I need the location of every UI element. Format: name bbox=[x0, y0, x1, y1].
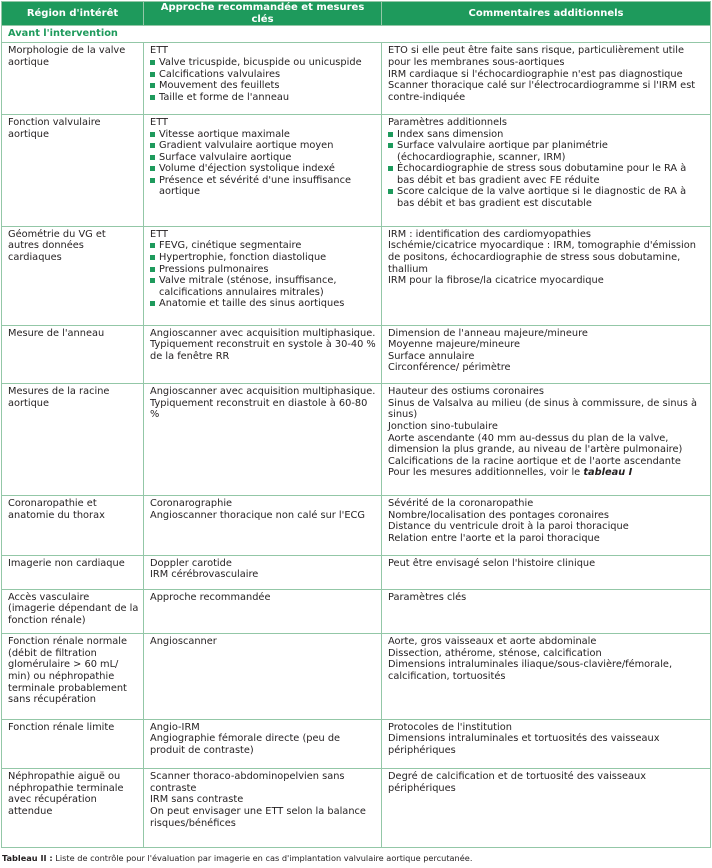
comments-cell bbox=[382, 384, 711, 496]
bullet-item bbox=[150, 69, 377, 81]
line-text: Calcifications de la racine aortique et de l'aorte ascendante bbox=[388, 455, 681, 467]
cell-line bbox=[150, 386, 377, 421]
line-text: Surface valvulaire aortique bbox=[159, 151, 292, 163]
line-text: ETT bbox=[150, 116, 168, 128]
approach-cell bbox=[144, 589, 382, 633]
bullet-item bbox=[150, 264, 377, 276]
line-text: Angiographie fémorale directe (peu de produit de contraste) bbox=[150, 733, 341, 757]
caption-label: Tableau II : bbox=[2, 853, 53, 863]
cell-line bbox=[150, 558, 377, 570]
cell-line bbox=[150, 806, 377, 829]
line-text: Protocoles de l'institution bbox=[388, 721, 512, 733]
region-cell bbox=[2, 384, 144, 496]
line-text: Hypertrophie, fonction diastolique bbox=[159, 252, 327, 264]
cell-line bbox=[388, 240, 706, 275]
table-row bbox=[2, 325, 711, 383]
line-text: Angioscanner bbox=[150, 636, 217, 648]
cell-line bbox=[388, 398, 706, 421]
region-text: Fonction rénale limite bbox=[8, 721, 115, 733]
line-text: Anatomie et taille des sinus aortiques bbox=[159, 298, 345, 310]
bullet-item bbox=[150, 275, 377, 298]
bullet-item bbox=[150, 152, 377, 164]
cell-line bbox=[150, 498, 377, 510]
cell-line bbox=[150, 636, 377, 648]
line-text: Surface valvulaire aortique par planimétrie (échocardiographie, scanner, IRM) bbox=[397, 140, 608, 163]
table-reference: tableau I bbox=[583, 467, 633, 479]
cell-line bbox=[150, 45, 377, 57]
cell-line bbox=[388, 80, 706, 103]
comments-cell bbox=[382, 769, 711, 848]
cell-line bbox=[388, 510, 706, 522]
region-cell bbox=[2, 226, 144, 325]
line-text: IRM pour la fibrose/la cicatrice myocardique bbox=[388, 275, 604, 287]
line-text: Circonférence/ périmètre bbox=[388, 362, 511, 374]
table-row bbox=[2, 43, 711, 115]
region-cell bbox=[2, 496, 144, 555]
line-text: Gradient valvulaire aortique moyen bbox=[159, 140, 334, 152]
comments-cell bbox=[382, 719, 711, 768]
cell-line bbox=[388, 275, 706, 287]
line-text: Sévérité de la coronaropathie bbox=[388, 498, 534, 510]
cell-line bbox=[388, 69, 706, 81]
cell-line bbox=[150, 794, 377, 806]
cell-line bbox=[150, 592, 377, 604]
approach-cell bbox=[144, 384, 382, 496]
approach-cell bbox=[144, 719, 382, 768]
column-header-comments: Commentaires additionnels bbox=[382, 2, 711, 26]
line-text: Valve mitrale (sténose, insuffisance, calcifications annulaires mitrales) bbox=[159, 275, 337, 298]
bullet-item bbox=[150, 129, 377, 141]
line-text: Paramètres clés bbox=[388, 591, 467, 603]
table-row bbox=[2, 555, 711, 589]
cell-line bbox=[388, 498, 706, 510]
region-text: Néphropathie aiguë ou néphropathie terminale avec récupération attendue bbox=[8, 771, 124, 818]
line-text: Angio-IRM bbox=[150, 721, 200, 733]
caption-text: Liste de contrôle pour l'évaluation par imagerie en cas d'implantation valvulaire aortique percutanée. bbox=[52, 853, 473, 863]
cell-line bbox=[150, 569, 377, 581]
approach-cell bbox=[144, 555, 382, 589]
bullet-item bbox=[388, 129, 706, 141]
cell-line bbox=[388, 533, 706, 545]
line-text: Taille et forme de l'anneau bbox=[159, 91, 290, 103]
line-text: Approche recommandée bbox=[150, 591, 271, 603]
line-text: FEVG, cinétique segmentaire bbox=[159, 240, 302, 252]
line-text: Volume d'éjection systolique indexé bbox=[159, 163, 335, 175]
line-text: Valve tricuspide, bicuspide ou unicuspide bbox=[159, 56, 362, 68]
bullet-item bbox=[388, 186, 706, 209]
region-cell bbox=[2, 325, 144, 383]
table-row bbox=[2, 226, 711, 325]
cell-line bbox=[388, 433, 706, 456]
line-text: ETT bbox=[150, 228, 168, 240]
line-text: Coronarographie bbox=[150, 498, 233, 510]
cell-line bbox=[150, 229, 377, 241]
approach-cell bbox=[144, 769, 382, 848]
cell-line bbox=[388, 659, 706, 682]
table-caption bbox=[2, 853, 472, 863]
cell-line bbox=[388, 592, 706, 604]
line-text: Mouvement des feuillets bbox=[159, 80, 280, 92]
bullet-item bbox=[150, 175, 377, 198]
line-text: Angioscanner avec acquisition multiphasique. Typiquement reconstruit en diastole à 60-80 % bbox=[150, 386, 376, 421]
region-text: Fonction rénale normale (débit de filtration glomérulaire > 60 mL/ min) ou néphropathie terminale probablement sans récupération bbox=[8, 636, 128, 706]
cell-line bbox=[388, 558, 706, 570]
line-text: Score calcique de la valve aortique si le diagnostic de RA à bas débit et bas gradient est discutable bbox=[397, 186, 687, 210]
line-text: Pressions pulmonaires bbox=[159, 263, 269, 275]
bullet-item bbox=[388, 140, 706, 163]
region-cell bbox=[2, 589, 144, 633]
line-text: Aorte, gros vaisseaux et aorte abdominale bbox=[388, 636, 597, 648]
table-row bbox=[2, 384, 711, 496]
cell-line bbox=[150, 722, 377, 734]
line-text: ETO si elle peut être faite sans risque, particulièrement utile pour les membranes sous-aortiques bbox=[388, 45, 684, 68]
region-text: Mesure de l'anneau bbox=[8, 327, 105, 339]
cell-line bbox=[150, 510, 377, 522]
line-text: Vitesse aortique maximale bbox=[159, 128, 290, 140]
approach-cell bbox=[144, 114, 382, 226]
line-text: Degré de calcification et de tortuosité des vaisseaux périphériques bbox=[388, 771, 647, 794]
line-text: Paramètres additionnels bbox=[388, 116, 507, 128]
cell-line bbox=[388, 117, 706, 129]
line-text: Scanner thoraco-abdominopelvien sans contraste bbox=[150, 771, 345, 794]
table-row bbox=[2, 496, 711, 555]
cell-line bbox=[150, 733, 377, 756]
bullet-item bbox=[150, 92, 377, 104]
cell-line bbox=[388, 362, 706, 374]
line-text: Dimensions intraluminales et tortuosités des vaisseaux périphériques bbox=[388, 733, 660, 757]
region-cell bbox=[2, 769, 144, 848]
line-text: Sinus de Valsalva au milieu (de sinus à commissure, de sinus à sinus) bbox=[388, 397, 697, 421]
column-header-region: Région d'intérêt bbox=[2, 2, 144, 26]
approach-cell bbox=[144, 496, 382, 555]
bullet-item bbox=[150, 240, 377, 252]
line-text: Dissection, athérome, sténose, calcification bbox=[388, 647, 602, 659]
line-text: Hauteur des ostiums coronaires bbox=[388, 386, 544, 398]
imaging-checklist-table bbox=[1, 1, 711, 848]
cell-line bbox=[388, 421, 706, 433]
cell-line bbox=[388, 722, 706, 734]
line-text: Distance du ventricule droit à la paroi thoracique bbox=[388, 521, 629, 533]
comments-cell bbox=[382, 555, 711, 589]
cell-line bbox=[150, 771, 377, 794]
region-cell bbox=[2, 555, 144, 589]
cell-line bbox=[388, 521, 706, 533]
line-text: Ischémie/cicatrice myocardique : IRM, tomographie d'émission de positons, échocardiographie de stress sous dobutamine, thallium bbox=[388, 240, 696, 275]
bullet-item bbox=[150, 298, 377, 310]
approach-cell bbox=[144, 325, 382, 383]
section-row bbox=[2, 26, 711, 43]
cell-line bbox=[150, 328, 377, 363]
comments-cell bbox=[382, 43, 711, 115]
table-row bbox=[2, 719, 711, 768]
section-title: Avant l'intervention bbox=[2, 26, 711, 43]
bullet-item bbox=[150, 140, 377, 152]
bullet-item bbox=[150, 80, 377, 92]
line-text: Dimension de l'anneau majeure/mineure bbox=[388, 327, 588, 339]
line-text: IRM cérébrovasculaire bbox=[150, 569, 259, 581]
line-text: Jonction sino-tubulaire bbox=[388, 420, 498, 432]
bullet-item bbox=[150, 57, 377, 69]
region-text: Géométrie du VG et autres données cardiaques bbox=[8, 228, 106, 264]
line-text: Pour les mesures additionnelles, voir le bbox=[388, 467, 584, 479]
line-text: Présence et sévérité d'une insuffisance aortique bbox=[159, 174, 352, 198]
cell-line bbox=[388, 351, 706, 363]
line-text: IRM sans contraste bbox=[150, 794, 244, 806]
column-header-approach: Approche recommandée et mesures clés bbox=[144, 2, 382, 26]
region-text: Imagerie non cardiaque bbox=[8, 557, 125, 569]
region-text: Morphologie de la valve aortique bbox=[8, 45, 126, 68]
line-text: On peut envisager une ETT selon la balance risques/bénéfices bbox=[150, 806, 366, 829]
cell-line bbox=[388, 45, 706, 68]
cell-line bbox=[388, 636, 706, 648]
bullet-item bbox=[150, 252, 377, 264]
cell-line bbox=[388, 733, 706, 756]
line-text: Angioscanner thoracique non calé sur l'ECG bbox=[150, 509, 365, 521]
comments-cell bbox=[382, 114, 711, 226]
line-text: IRM : identification des cardiomyopathies bbox=[388, 228, 591, 240]
table-row bbox=[2, 114, 711, 226]
comments-cell bbox=[382, 634, 711, 720]
table-row bbox=[2, 634, 711, 720]
line-text: Angioscanner avec acquisition multiphasique. Typiquement reconstruit en systole à 30-40 % de la fenêtre RR bbox=[150, 327, 376, 362]
line-text: Index sans dimension bbox=[397, 128, 504, 140]
line-text: Moyenne majeure/mineure bbox=[388, 339, 521, 351]
line-text: Aorte ascendante (40 mm au-dessus du plan de la valve, dimension la plus grande, au niveau de l'artère pulmonaire) bbox=[388, 432, 683, 456]
approach-cell bbox=[144, 634, 382, 720]
region-text: Mesures de la racine aortique bbox=[8, 386, 110, 409]
header-row bbox=[2, 2, 711, 26]
region-text: Accès vasculaire (imagerie dépendant de la fonction rénale) bbox=[8, 591, 139, 626]
line-text: Scanner thoracique calé sur l'électrocardiogramme si l'IRM est contre-indiquée bbox=[388, 80, 696, 103]
line-text: Doppler carotide bbox=[150, 557, 232, 569]
cell-line bbox=[388, 328, 706, 340]
cell-line bbox=[388, 339, 706, 351]
line-text: Calcifications valvulaires bbox=[159, 68, 281, 80]
table-row bbox=[2, 589, 711, 633]
region-text: Coronaropathie et anatomie du thorax bbox=[8, 498, 105, 521]
region-cell bbox=[2, 719, 144, 768]
comments-cell bbox=[382, 589, 711, 633]
cell-line bbox=[388, 771, 706, 794]
cell-line bbox=[150, 117, 377, 129]
line-text: Échocardiographie de stress sous dobutamine pour le RA à bas débit et bas gradient avec FE réduite bbox=[397, 163, 687, 186]
cell-line bbox=[388, 386, 706, 398]
region-cell bbox=[2, 43, 144, 115]
region-cell bbox=[2, 114, 144, 226]
cell-line bbox=[388, 648, 706, 660]
bullet-item bbox=[388, 163, 706, 186]
comments-cell bbox=[382, 226, 711, 325]
cell-line bbox=[388, 229, 706, 241]
approach-cell bbox=[144, 43, 382, 115]
comments-cell bbox=[382, 325, 711, 383]
line-text: IRM cardiaque si l'échocardiographie n'est pas diagnostique bbox=[388, 68, 683, 80]
table-row bbox=[2, 769, 711, 848]
line-text: Peut être envisagé selon l'histoire clinique bbox=[388, 557, 596, 569]
approach-cell bbox=[144, 226, 382, 325]
region-cell bbox=[2, 634, 144, 720]
bullet-item bbox=[150, 163, 377, 175]
cell-line bbox=[388, 456, 706, 468]
line-text: Relation entre l'aorte et la paroi thoracique bbox=[388, 532, 600, 544]
line-text: Nombre/localisation des pontages coronaires bbox=[388, 509, 610, 521]
cell-line bbox=[388, 467, 706, 479]
region-text: Fonction valvulaire aortique bbox=[8, 116, 101, 140]
comments-cell bbox=[382, 496, 711, 555]
line-text: Dimensions intraluminales iliaque/sous-clavière/fémorale, calcification, tortuosités bbox=[388, 659, 673, 682]
line-text: Surface annulaire bbox=[388, 350, 475, 362]
line-text: ETT bbox=[150, 45, 168, 57]
